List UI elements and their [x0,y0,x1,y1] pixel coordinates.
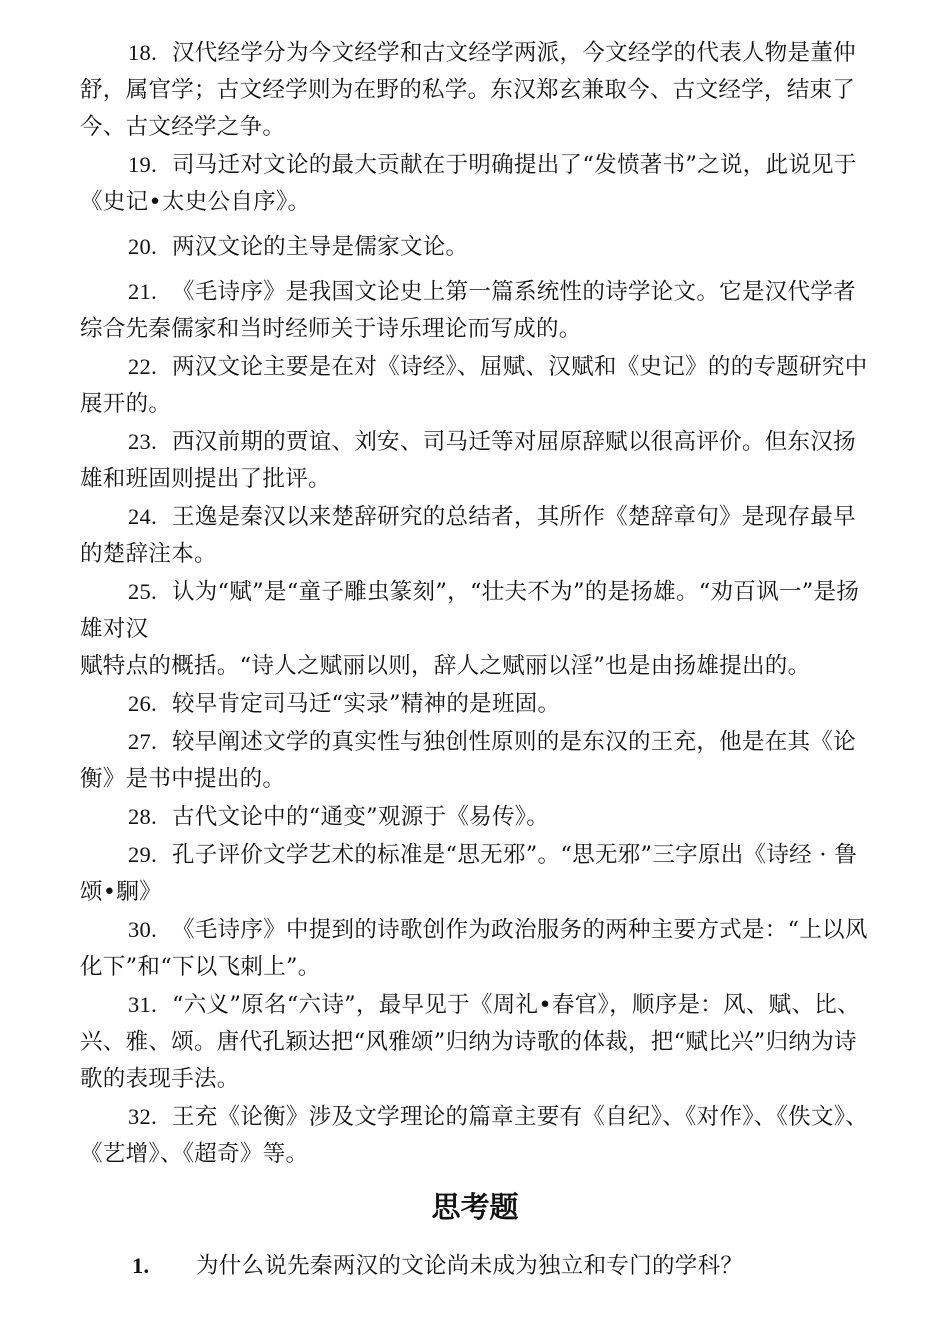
list-item-32: 32. 王充《论衡》涉及文学理论的篇章主要有《自纪》、《对作》、《佚文》、《艺增》、《超奇》等。 [80,1104,869,1167]
list-item-25-continued: 赋特点的概括。“诗人之赋丽以则，辞人之赋丽以淫”也是由扬雄提出的。 [80,653,811,679]
list-item-21: 21. 《毛诗序》是我国文论史上第一篇系统性的诗学论文。它是汉代学者综合先秦儒家和当时经师关于诗乐理论而写成的。 [80,279,856,342]
list-item-26: 26. 较早肯定司马迁“实录”精神的是班固。 [128,691,561,717]
list-item-20: 20. 两汉文论的主导是儒家文论。 [128,234,469,260]
list-item-31: 31. “六义”原名“六诗”，最早见于《周礼•春官》，顺序是：风、赋、比、兴、雅、颂。唐代孔颖达把“风雅颂”归纳为诗歌的体裁，把“赋比兴”归纳为诗歌的表现手法。 [80,992,860,1092]
list-item-29: 29. 孔子评价文学艺术的标准是“思无邪”。“思无邪”三字原出《诗经 · 鲁颂•駉》 [80,842,858,905]
list-item-22: 22. 两汉文论主要是在对《诗经》、屈赋、汉赋和《史记》的的专题研究中展开的。 [80,354,868,417]
list-item-27: 27. 较早阐述文学的真实性与独创性原则的是东汉的王充，他是在其《论衡》是书中提出的。 [80,729,856,792]
list-item-19: 19. 司马迁对文论的最大贡献在于明确提出了“发愤著书”之说，此说见于《史记•太史公自序》。 [80,152,857,215]
list-item-23: 23. 西汉前期的贾谊、刘安、司马迁等对屈原辞赋以很高评价。但东汉扬雄和班固则提出了批评。 [80,429,856,492]
question-item-1 [0,1247,950,1285]
question-number: 1. [132,1253,150,1278]
section-title: 思考题 [431,1190,519,1224]
list-item-30: 30. 《毛诗序》中提到的诗歌创作为政治服务的两种主要方式是：“上以风化下”和“下以飞刺上”。 [80,917,868,980]
list-item-28: 28. 古代文论中的“通变”观源于《易传》。 [128,804,550,830]
question-text: 为什么说先秦两汉的文论尚未成为独立和专门的学科？ [196,1253,744,1279]
list-item-24: 24. 王逸是秦汉以来楚辞研究的总结者，其所作《楚辞章句》是现存最早的楚辞注本。 [80,504,856,567]
list-item-18: 18. 汉代经学分为今文经学和古文经学两派，今文经学的代表人物是董仲舒，属官学；古文经学则为在野的私学。东汉郑玄兼取今、古文经学，结束了今、古文经学之争。 [80,40,856,140]
list-item-25: 25. 认为“赋”是“童子雕虫篆刻”，“壮夫不为”的是扬雄。“劝百讽一”是扬雄对汉 [80,579,860,642]
